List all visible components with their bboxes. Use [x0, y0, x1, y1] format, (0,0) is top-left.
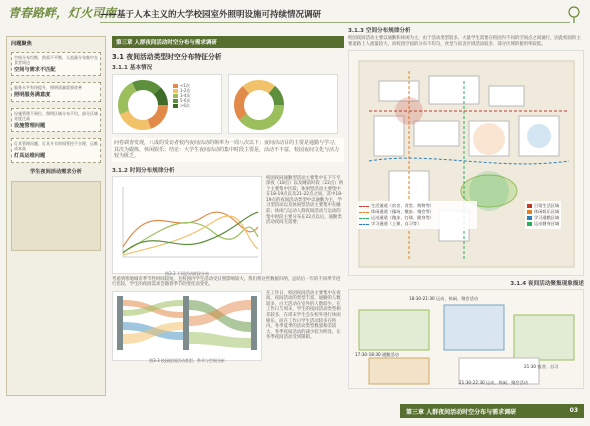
problem-sidebar: [6, 36, 106, 396]
section-bar: 第三章 人群夜间活动时空分布与需求调研: [112, 36, 344, 48]
sidebar-question: 空间分布均衡，供需不平衡，人流量分布集中在食堂周边: [14, 54, 98, 65]
series-leisure: [123, 212, 258, 253]
scene-label-1: 18:30-21:30 运动、休闲、聚会活动: [409, 296, 478, 302]
header-divider: [100, 22, 570, 23]
side-text: 在工作日，校园夜间活动主要集中在夜间，夜间活动的类型丰富，通勤的人数较多，白天活动在室外的人数较少。在工作日与周末，学生的夜间活动类型相差较多，在周末学生会在校外进行休闲娱乐，而在工作日学生活动较多在校内。冬季夏季的活动类型数量相差较大，冬季夜间活动的减少较为明显，在冬季夜间活动受到限制。: [266, 290, 341, 341]
campus-map-svg: [349, 51, 583, 277]
spatial-text: 校园夜间活动主要以通勤和休闲为主，由于活动类型较多，大量学生需要在校园内不同的空间点之间通行，因此校园的主要道路上人流量较大，而校园空间的分布不均匀，食堂与宿舍区域活动较多，部分区域的使用率较低。: [348, 36, 581, 47]
scene-label-2: 17:30-18:30 通勤活动: [355, 352, 399, 358]
legend-item: 3-4次: [173, 93, 191, 98]
time-text: 校园夜间通勤型活动主要集中在下午至深夜（18点）以及睡前时段（22点）两个主要集中区段；休闲型活动主要集中在18-19点以及21-22点之间，其中18-19点的夜间活动类型中以通勤为主，学习型活动以及休闲型活动主要集中在睡前；休闲与运动人群夜间活动与运动的集中时段主要分布在22点以后，通勤类活动夜间无需要；: [266, 175, 344, 226]
time-row: [112, 176, 344, 274]
sidebar-answer: 灯具运维问题: [14, 153, 46, 159]
legend-item: 学习通勤区域: [527, 215, 559, 221]
sankey-card: [112, 291, 262, 361]
sidebar-note: 学生夜间活动需求分析: [30, 168, 82, 175]
line-chart-title: 图3-2 不同活动时段分布: [165, 270, 209, 276]
page-title: ——基于人本主义的大学校园室外照明设施可持续情况调研: [100, 10, 322, 20]
line-chart: [113, 177, 263, 267]
sankey-title: 图3-3 校园夜间活动类型、季节与空间分析: [149, 357, 225, 363]
donut-chart-2: [229, 75, 339, 135]
donut-legend: [173, 83, 191, 108]
sidebar-answer: 设施管理问题: [14, 122, 46, 129]
scene-label-3: 21:30 宿舍、自习: [524, 364, 559, 370]
middle-column: [112, 36, 344, 396]
subsection-heading-2: 3.1.2 时间分布规律分析: [112, 167, 175, 174]
header-logo: 青春路畔，灯火司南: [8, 6, 117, 20]
line-chart-card: [112, 176, 262, 274]
sidebar-answer: 照明服务满意度: [14, 92, 51, 98]
sidebar-question: 设施管理不到位，照明区域分布不均，部分区域亮度过高: [14, 110, 98, 121]
legend-item: 5-6次: [173, 98, 191, 103]
sidebar-title: 问题聚焦: [11, 41, 32, 47]
legend-item: 休闲通道（操场、散步、聚会等）: [359, 209, 475, 215]
donut-chart-1: [113, 75, 223, 135]
sidebar-answer: 空间与需求不匹配: [14, 66, 56, 73]
seasonal-text: 考虑到寒地城市季节性时间较短，且校园内学生活动受日照影响较大，我们将这些数据归纳，总结后一年的不同季节进行比较，学生的夜间需求会随着季节的变化而变化。: [112, 276, 341, 288]
legend-item: 运动通道（跑步、打球、健身等）: [359, 215, 475, 221]
sankey-row: [112, 291, 344, 361]
legend-item: 日常生活区域: [527, 203, 559, 209]
sidebar-item-1: [11, 52, 101, 77]
student-illustration: [11, 181, 101, 251]
scene-illustration: [348, 289, 584, 389]
legend-item: 休闲娱乐区域: [527, 209, 559, 215]
sidebar-question: 服务水平有待提升，照明质量需要改善: [14, 85, 82, 90]
summary-text: 问卷调查发现，八成的受访者校内夜间活动的频率为一周八次以下；夜间活动目的主要是通勤与学习，其次为锻炼、休闲娱乐；结论：大学生夜间活动的集中时段主要是，活动不丰富，校园夜间文化与活力较为匮乏。: [112, 138, 344, 162]
legend-item: <1次: [173, 83, 191, 88]
sidebar-question: 灯具管理问题，灯具开关时间管控不合理，运维成本高: [14, 141, 98, 151]
sidebar-item-3: [11, 108, 101, 133]
donut-card-2: [228, 74, 338, 134]
right-column: [348, 26, 584, 389]
series-study: [123, 222, 258, 252]
scene-svg: [349, 290, 583, 390]
map-route-legend: [357, 201, 477, 229]
legend-item: 运动健身区域: [527, 221, 559, 227]
legend-item: >6次: [173, 103, 191, 108]
subsection-heading-1: 3.1.1 基本情况: [112, 65, 153, 71]
sidebar-item-2: [11, 82, 101, 102]
subsection-heading-3: 3.1.3 空间分布规律分析: [348, 28, 411, 34]
lamp-icon: [564, 4, 584, 24]
legend-item: 生活通道（宿舍、食堂、购物等）: [359, 203, 475, 209]
map-area-legend: [525, 201, 561, 229]
page-number: 03: [569, 407, 578, 414]
campus-map: [348, 50, 584, 276]
donut-card-1: [112, 74, 222, 134]
sidebar-item-4: [11, 138, 101, 163]
sankey-chart: [113, 292, 263, 354]
legend-item: 学习通道（上课、自习等）: [359, 221, 475, 227]
footer-bar: [400, 404, 584, 418]
subsection-heading-4: 3.1.4 夜间活动聚集现象描述: [510, 281, 584, 288]
legend-item: 1-2次: [173, 88, 191, 93]
scene-label-4: 21:30-22:30 运动、休闲、聚会活动: [459, 380, 528, 386]
section-heading: 3.1 夜间活动类型时空分布特征分析: [112, 53, 222, 61]
donut-row: [112, 74, 344, 134]
footer-label: 第三章 人群夜间活动时空分布与需求调研: [406, 409, 517, 416]
